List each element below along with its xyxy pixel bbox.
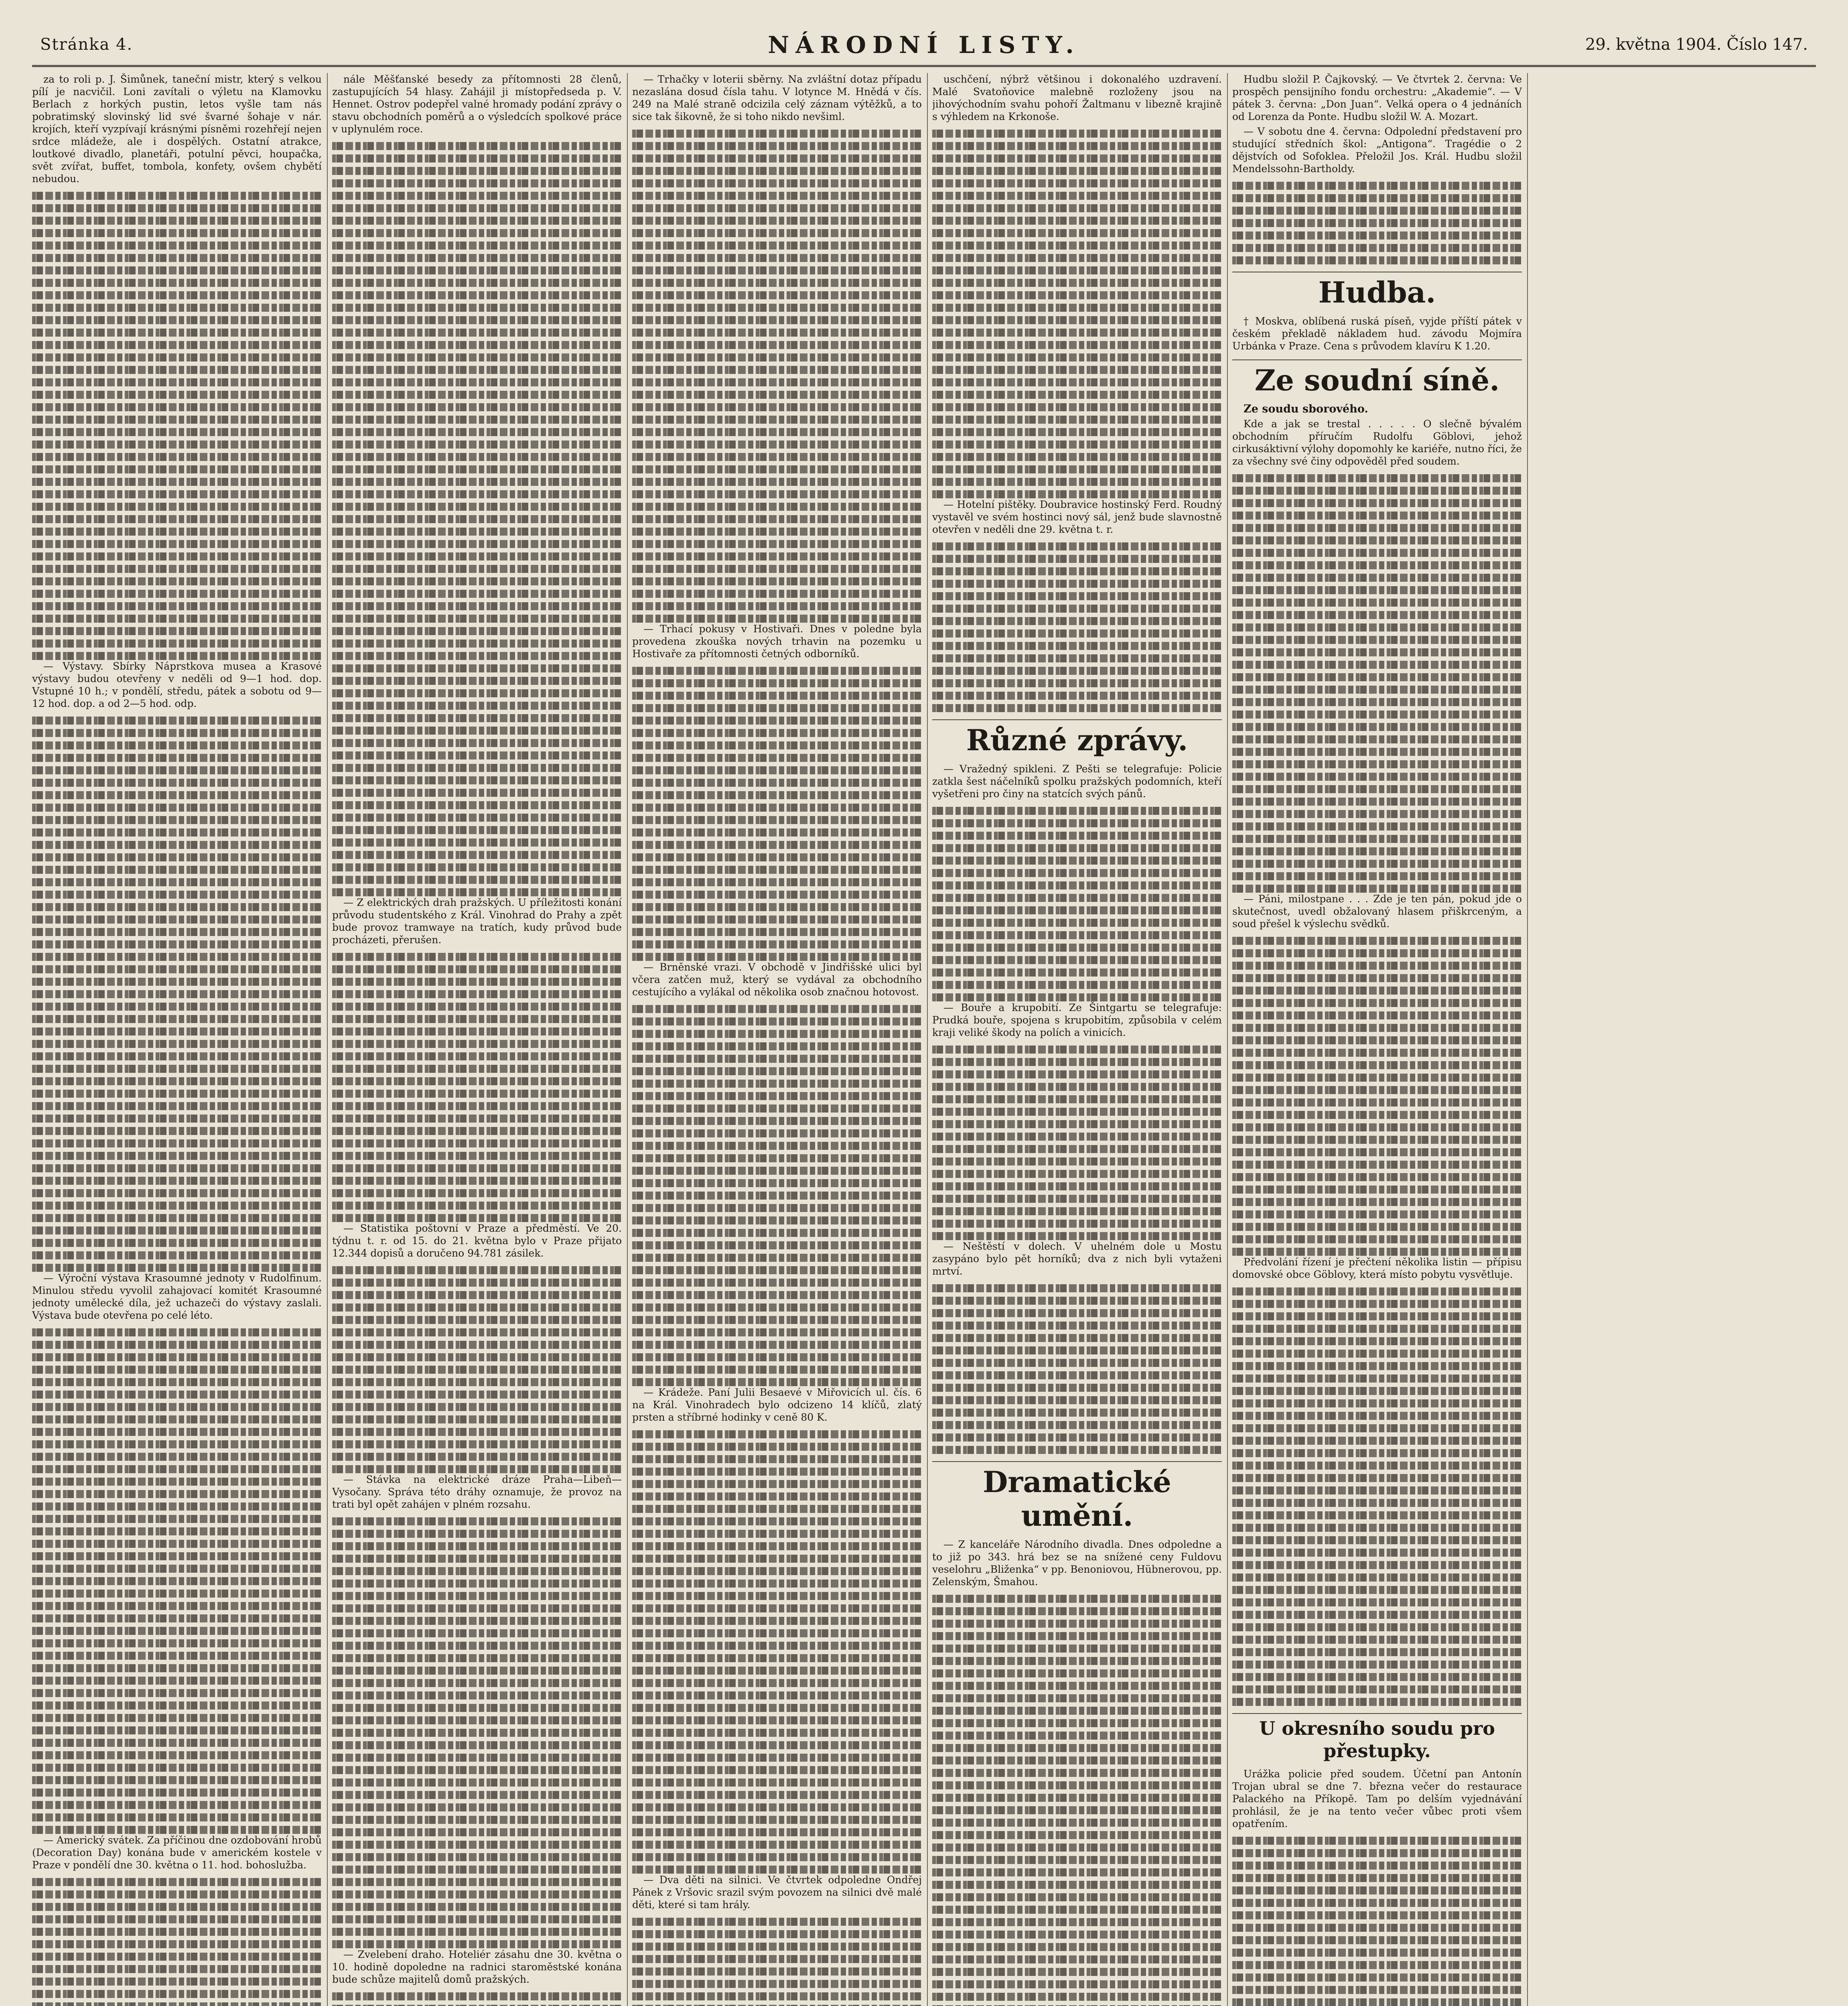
article-paragraph: — Vražedný spikleni. Z Pešti se telegrafuje: Policie zatkla šest náčelníků spolku pražských podomních, kteří vyšetřeni pro činy na statcích svých pánů. (932, 763, 1222, 800)
article-paragraph: Předvolání řízení je přečtení několika listin — přípisu domovské obce Göblovy, která místo pobytu vysvětluje. (1232, 1256, 1522, 1280)
issue-date: 29. května 1904. Číslo 147. (1585, 35, 1808, 54)
text-block (632, 1913, 922, 2006)
subheading: Ze soudu sborového. (1243, 403, 1368, 415)
article-paragraph: — Krádeže. Paní Julii Besaevé v Miřovicích ul. čís. 6 na Král. Vinohradech bylo odcizeno 14 klíčů, zlatý prsten a stříbrné hodinky v ceně 80 K. (632, 1387, 922, 1423)
article-paragraph: Kde a jak se trestal . . . . . O slečně bývalém obchodním příručím Rudolfu Göblovi, jehož cirkusáktivní výlohy dopomohly ke kariéře, nutno říci, že za všechny své činy odpověděl před soudem. (1232, 418, 1522, 467)
article-paragraph: uschčení, nýbrž většinou i dokonalého uzdravení. Malé Svatoňovice malebně rozloženy jsou na jihovýchodním svahu pohoří Žaltmanu v libezně krajině s výhledem na Krkonoše. (932, 73, 1222, 122)
text-block (632, 125, 922, 623)
article-paragraph: — Bouře a krupobití. Ze Šintgartu se telegrafuje: Prudká bouře, spojena s krupobitím, způsobila v celém kraji veliké škody na polích a vinicích. (932, 1002, 1222, 1038)
article-paragraph: nále Měšťanské besedy za přítomnosti 28 členů, zastupujících 54 hlasy. Zahájil ji místopředseda p. V. Hennet. Ostrov podepřel valné hromady podání zprávy o stavu obchodních poměrů a o výsledcích spolkové práce v uplynulém roce. (332, 73, 622, 135)
article-paragraph: — Z kanceláře Národního divadla. Dnes odpoledne a to již po 343. hrá bez se na snížené ceny Fuldovu veselohru „Bliženka“ v pp. Benoniovou, Hübnerovou, pp. Zelenským, Šmahou. (932, 1539, 1222, 1588)
section-heading-court: Ze soudní síně. (1232, 359, 1522, 397)
article-paragraph: Hudbu složil P. Čajkovský. — Ve čtvrtek 2. června: Ve prospěch pensijního fondu orchestru: „Akademie“. — V pátek 3. června: „Don Juan“. Velká opera o 4 jednáních od Lorenza da Ponte. Hudbu složil W. A. Mozart. (1232, 73, 1522, 122)
column-5 (1232, 73, 1522, 2006)
column-divider (1227, 73, 1228, 2006)
column-4 (932, 73, 1222, 2006)
article-paragraph: — Hotelní pištěky. Doubravice hostinský Ferd. Roudný vystavěl ve svém hostinci nový sál, jenž bude slavnostně otevřen v neděli dne 29. května t. r. (932, 499, 1222, 535)
column-1 (32, 73, 322, 2006)
text-block (632, 1001, 922, 1386)
article-paragraph: — Neštěstí v dolech. V uhelném dole u Mostu zasypáno bylo pět horníků; dva z nich byli vytaženi mrtví. (932, 1241, 1222, 1277)
article-paragraph: — V sobotu dne 4. června: Odpolední představení pro studující středních škol: „Antigona“. Tragédie o 2 dějstvích od Sofoklea. Přeložil Jos. Král. Hudbu složil Mendelssohn-Bartholdy. (1232, 126, 1522, 175)
column-divider (327, 73, 328, 2006)
text-block (32, 1874, 322, 2006)
page-number: Stránka 4. (40, 35, 133, 54)
text-block (932, 802, 1222, 1001)
article-paragraph: za to roli p. J. Šimůnek, taneční mistr, který s velkou pílí je nacvičil. Loni zavítali o výletu na Klamovku Berlach z horkých pustin, letos vyšle tam nás pobratimský slovinský lid své švarné šohaje v nár. krojích, kteří vyzpívají krásnými písněmi rozehřejí nejen srdce mládeže, ale i dospělých. Ostatní atrakce, loutkové divadlo, planetáři, potulní pěvci, houpačka, svět zvířat, buffet, tombola, konfety, ovšem chybětí nebudou. (32, 73, 322, 185)
article-paragraph: † Moskva, oblíbená ruská píseň, vyjde příští pátek v českém překladě nákladem hud. závodu Mojmíra Urbánka v Praze. Cena s průvodem klavíru K 1.20. (1232, 315, 1522, 352)
article-paragraph: — Americký svátek. Za příčinou dne ozdobování hrobů (Decoration Day) konána bude v americkém kostele v Praze v pondělí dne 30. května o 11. hod. bohoslužba. (32, 1834, 322, 1871)
text-block (1232, 1283, 1522, 1706)
section-heading-news: Různé zprávy. (932, 719, 1222, 757)
article-paragraph: — Statistika poštovní v Praze a předměstí. Ve 20. týdnu t. r. od 15. do 21. května bylo v Praze přijato 12.344 dopisů a doručeno 94.781 zásilek. (332, 1222, 622, 1259)
text-block (332, 1262, 622, 1473)
article-paragraph: — Stávka na elektrické dráze Praha—Libeň—Vysočany. Správa této dráhy oznamuje, že provoz na trati byl opět zahájen v plném rozsahu. (332, 1474, 622, 1510)
text-block (932, 538, 1222, 712)
text-block (632, 1426, 922, 1874)
text-block (932, 1590, 1222, 2006)
column-divider (1527, 73, 1528, 2006)
text-block (1232, 932, 1522, 1256)
column-2 (332, 73, 622, 2006)
section-heading-music: Hudba. (1232, 272, 1522, 309)
column-divider (627, 73, 628, 2006)
text-block (332, 1513, 622, 1948)
text-block (32, 187, 322, 660)
column-3 (632, 73, 922, 2006)
text-block (332, 948, 622, 1222)
article-paragraph: — Výstavy. Sbírky Náprstkova musea a Krasové výstavy budou otevřeny v neděli od 9—1 hod. dop. Vstupné 10 h.; v pondělí, středu, pátek a sobotu od 9—12 hod. dop. a od 2—5 hod. odp. (32, 660, 322, 709)
text-block (932, 1041, 1222, 1240)
article-paragraph: Urážka policie před soudem. Účetní pan Antonín Trojan ubral se dne 7. března večer do restaurace Palackého na Příkopě. Tam po delším vyjednávání prohlásil, že je na tento večer vůbec proti všem opatřením. (1232, 1768, 1522, 1829)
article-paragraph: — Trhačky v loterii sběrny. Na zvláštní dotaz případu nezaslána dosud čísla tahu. V lotynce M. Hnědá v čís. 249 na Malé straně odcizila celý záznam výtěžků, a to sice tak šikovně, že si toho nikdo nevšiml. (632, 73, 922, 122)
text-block (1232, 470, 1522, 893)
masthead (32, 28, 1816, 67)
text-block (332, 1988, 622, 2006)
text-block (932, 125, 1222, 498)
article-paragraph: — Z elektrických drah pražských. U příležitosti konání průvodu studentského z Král. Vinohrad do Prahy a zpět bude provoz tramwaye na tratích, kudy průvod bude procházeti, přerušen. (332, 897, 622, 946)
text-block (1232, 177, 1522, 264)
text-block (32, 712, 322, 1272)
text-block (332, 138, 622, 896)
text-block (932, 1280, 1222, 1454)
newspaper-title: NÁRODNÍ LISTY. (768, 31, 1080, 59)
section-heading-crimes: U okresního soudu pro přestupky. (1232, 1713, 1522, 1762)
article-paragraph: — Zvelebení draho. Hoteliér zásahu dne 30. května o 10. hodině dopoledne na radnici staroměstské konána bude schůze majitelů domů pražských. (332, 1949, 622, 1985)
article-paragraph: — Dva děti na silnici. Ve čtvrtek odpoledne Ondřej Pánek z Vršovic srazil svým povozem na silnici dvě malé děti, které si tam hrály. (632, 1874, 922, 1911)
text-block (32, 1324, 322, 1834)
article-paragraph: — Brněnské vrazi. V obchodě v Jindřišské ulici byl včera zatčen muž, který se vydával za obchodního cestujícího a vylákal od několika osob značnou hotovost. (632, 961, 922, 998)
article-paragraph: — Páni, milostpane . . . Zde je ten pán, pokud jde o skutečnost, uvedl obžalovaný hlasem přiškrceným, a soud přešel k výslechu svědků. (1232, 893, 1522, 930)
article-paragraph: — Trhací pokusy v Hostivaři. Dnes v poledne byla provedena zkouška nových trhavin na pozemku u Hostivaře za přítomnosti četných odborníků. (632, 623, 922, 660)
article-paragraph: — Výroční výstava Krasoumné jednoty v Rudolfinum. Minulou středu vyvolil zahajovací komitét Krasoumné jednoty umělecké díla, jež uchazeči do výstavy zaslali. Výstava bude otevřena po celé léto. (32, 1272, 322, 1321)
section-heading-drama: Dramatické umění. (932, 1461, 1222, 1533)
column-divider (927, 73, 928, 2006)
text-block (632, 662, 922, 961)
article-columns (32, 73, 1816, 2006)
text-block (1232, 1832, 1522, 2006)
